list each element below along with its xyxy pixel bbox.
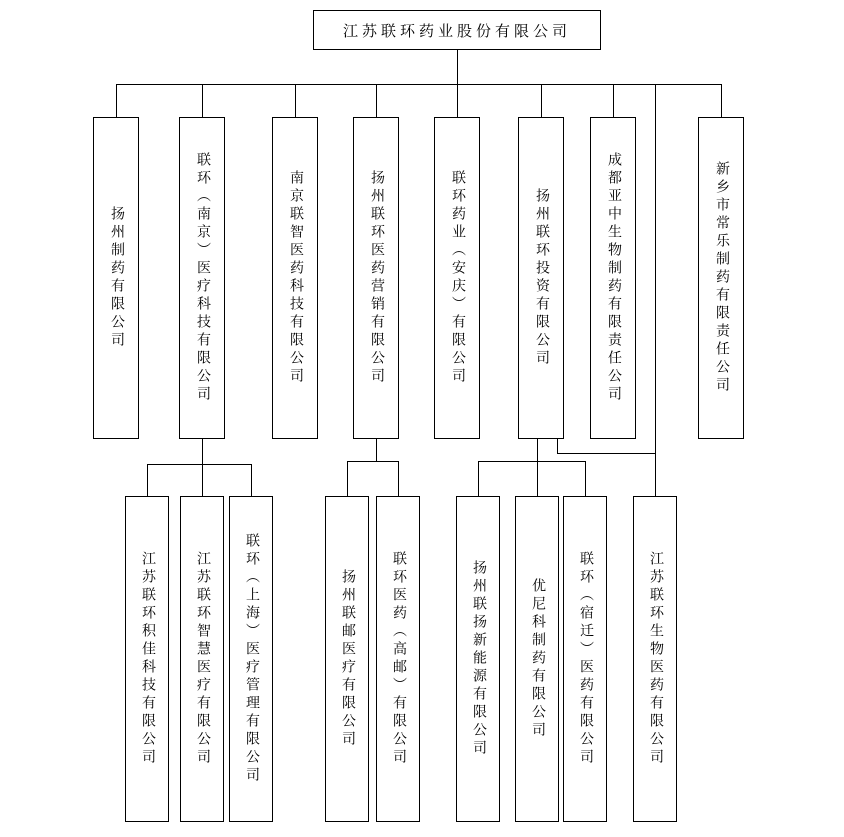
org-box-zhihui-yiliao (180, 496, 224, 822)
connector-stub-l1-7 (613, 84, 614, 117)
org-box-label: 联环（南京）医疗科技有限公司 (195, 152, 210, 404)
org-box-lianhuan-shanghai (229, 496, 273, 822)
org-box-label: 南京联智医药科技有限公司 (288, 170, 303, 386)
connector-groupC-branch-rail (557, 453, 656, 454)
org-box-chengdu-yazhong (590, 117, 636, 439)
connector-root-stub (457, 50, 458, 84)
org-box-label: 成都亚中生物制药有限责任公司 (606, 152, 621, 404)
org-box-root (313, 10, 601, 50)
org-box-younike-zhiyao (515, 496, 559, 822)
org-box-lianyou-yiliao (325, 496, 369, 822)
org-box-yangzhou-yingxiao (353, 117, 399, 439)
connector-groupC-parent-stub (537, 439, 538, 496)
connector-groupA-stub-3 (251, 464, 252, 496)
org-box-label: 江苏联环生物医药有限公司 (648, 551, 663, 767)
org-box-nanjing-lianzhi (272, 117, 318, 439)
connector-stub-l1-4 (376, 84, 377, 117)
org-box-lianhuan-nanjing (179, 117, 225, 439)
connector-groupA-parent-stub (202, 439, 203, 496)
org-box-label: 联环药业（安庆）有限公司 (450, 170, 465, 386)
org-box-lianyang-xinnengyuan (456, 496, 500, 822)
connector-groupC-stub-1 (478, 461, 479, 496)
org-box-label: 江苏联环积佳科技有限公司 (140, 551, 155, 767)
connector-stub-l1-1 (116, 84, 117, 117)
org-box-label: 扬州联扬新能源有限公司 (471, 560, 486, 758)
org-box-label: 优尼科制药有限公司 (530, 578, 545, 740)
org-box-lianhuan-suqian (563, 496, 607, 822)
org-box-lianhuan-anqing (434, 117, 480, 439)
org-box-label: 扬州联环投资有限公司 (534, 188, 549, 368)
connector-stub-l1-5 (457, 84, 458, 117)
connector-stub-l1-3 (295, 84, 296, 117)
connector-groupC-stub-3 (585, 461, 586, 496)
org-box-root-label: 江苏联环药业股份有限公司 (342, 23, 571, 40)
org-box-label: 江苏联环智慧医疗有限公司 (195, 551, 210, 767)
org-box-shengwu-yiyao (633, 496, 677, 822)
org-box-yangzhou-zhiyao (93, 117, 139, 439)
connector-groupB-stub-2 (398, 461, 399, 496)
connector-groupB-rail (347, 461, 399, 462)
org-box-label: 扬州联环医药营销有限公司 (369, 170, 384, 386)
connector-groupB-parent-stub (376, 439, 377, 461)
org-box-xinxiang-changle (698, 117, 744, 439)
connector-groupA-rail (147, 464, 252, 465)
connector-groupC-rail (478, 461, 586, 462)
connector-stub-l1-8 (721, 84, 722, 117)
org-box-label: 扬州联邮医疗有限公司 (340, 569, 355, 749)
connector-groupA-stub-1 (147, 464, 148, 496)
connector-stub-l1-2 (202, 84, 203, 117)
org-box-label: 联环（上海）医疗管理有限公司 (244, 533, 259, 785)
org-box-yangzhou-touzi (518, 117, 564, 439)
connector-groupB-stub-1 (347, 461, 348, 496)
org-box-label: 新乡市常乐制药有限责任公司 (714, 161, 729, 395)
org-box-label: 联环医药（高邮）有限公司 (391, 551, 406, 767)
org-box-jijia-keji (125, 496, 169, 822)
connector-root-to-shengwu (655, 84, 656, 496)
org-box-lianhuan-gaoyou (376, 496, 420, 822)
connector-groupC-branch-stub (557, 439, 558, 454)
org-box-label: 扬州制药有限公司 (109, 206, 124, 350)
connector-level1-rail (116, 84, 722, 85)
org-box-label: 联环（宿迁）医药有限公司 (578, 551, 593, 767)
connector-stub-l1-6 (541, 84, 542, 117)
